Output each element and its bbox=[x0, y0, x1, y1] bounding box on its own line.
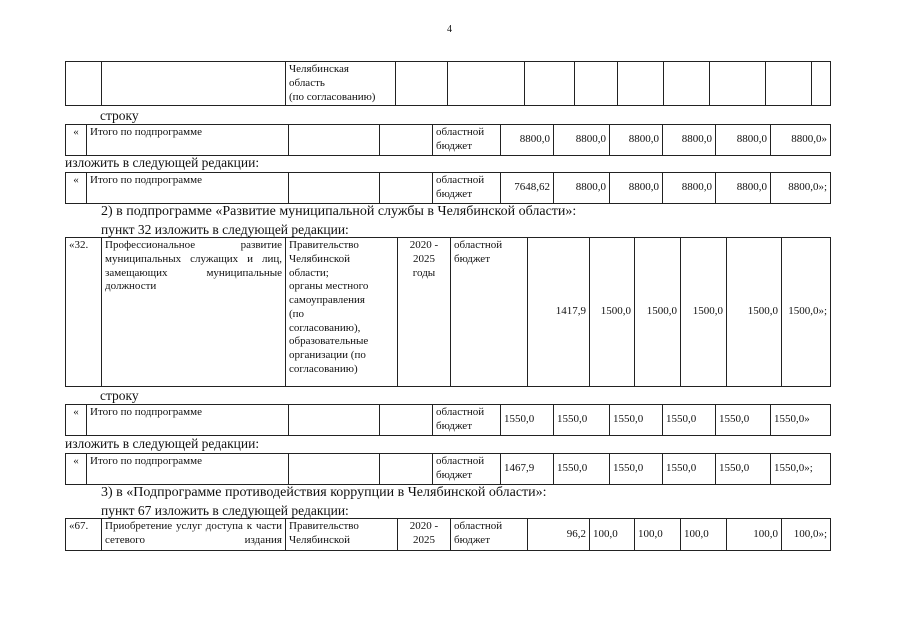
value-cell: 8800,0 bbox=[716, 125, 771, 156]
executor-cell: Челябинская область (по согласованию) bbox=[286, 62, 396, 106]
value-cell: 8800,0 bbox=[663, 125, 716, 156]
value-cell: 100,0 bbox=[590, 519, 635, 551]
value-cell: 1500,0 bbox=[590, 238, 635, 387]
itogo-title: Итого по подпрограмме bbox=[87, 405, 289, 436]
value-cell: 1550,0 bbox=[554, 405, 610, 436]
value-cell: 1550,0 bbox=[663, 405, 716, 436]
source-cell: областной бюджет bbox=[433, 173, 501, 204]
cell bbox=[525, 62, 575, 106]
value-cell: 7648,62 bbox=[501, 173, 554, 204]
item-name: Профессиональное развитие муниципальных служащих и лиц, замещающих муниципальные должности bbox=[102, 238, 286, 387]
source-cell: областной бюджет bbox=[433, 454, 501, 485]
value-cell: 1500,0 bbox=[681, 238, 727, 387]
item-67-table bbox=[65, 518, 831, 551]
years-cell: 2020 - 2025 годы bbox=[398, 238, 451, 387]
value-cell: 8800,0 bbox=[610, 173, 663, 204]
source-cell: областной бюджет bbox=[451, 519, 528, 551]
cell bbox=[289, 125, 380, 156]
quote-cell: « bbox=[66, 125, 87, 156]
cell bbox=[380, 125, 433, 156]
cell bbox=[575, 62, 618, 106]
value-cell: 1500,0 bbox=[727, 238, 782, 387]
instruction-line: пункт 32 изложить в следующей редакции: bbox=[101, 222, 349, 237]
label-line: строку bbox=[100, 108, 139, 123]
value-cell: 8800,0 bbox=[610, 125, 663, 156]
value-cell: 1550,0»; bbox=[771, 454, 831, 485]
quote-cell: « bbox=[66, 405, 87, 436]
instruction-line: пункт 67 изложить в следующей редакции: bbox=[101, 503, 349, 518]
quote-cell: « bbox=[66, 454, 87, 485]
cell bbox=[289, 405, 380, 436]
value-cell: 1550,0 bbox=[663, 454, 716, 485]
value-cell: 8800,0 bbox=[716, 173, 771, 204]
value-cell: 1500,0 bbox=[635, 238, 681, 387]
item-32-table bbox=[65, 237, 831, 387]
value-cell: 1550,0 bbox=[716, 405, 771, 436]
itogo-table bbox=[65, 404, 831, 436]
quote-cell: « bbox=[66, 173, 87, 204]
instruction-line: изложить в следующей редакции: bbox=[65, 155, 260, 170]
value-cell: 100,0»; bbox=[782, 519, 831, 551]
label-line: строку bbox=[100, 388, 139, 403]
page-number: 4 bbox=[447, 24, 452, 35]
value-cell: 1550,0» bbox=[771, 405, 831, 436]
itogo-table bbox=[65, 453, 831, 485]
cell bbox=[766, 62, 812, 106]
value-cell: 100,0 bbox=[681, 519, 727, 551]
section-heading: 3) в «Подпрограмме противодействия коррупции в Челябинской области»: bbox=[101, 485, 547, 500]
section-heading: 2) в подпрограмме «Развитие муниципальной службы в Челябинской области»: bbox=[101, 204, 577, 219]
item-name: Приобретение услуг доступа к части сетевого издания bbox=[102, 519, 286, 551]
source-cell: областной бюджет bbox=[433, 125, 501, 156]
instruction-line: изложить в следующей редакции: bbox=[65, 436, 260, 451]
itogo-title: Итого по подпрограмме bbox=[87, 125, 289, 156]
value-cell: 8800,0»; bbox=[771, 173, 831, 204]
value-cell: 1500,0»; bbox=[782, 238, 831, 387]
value-cell: 1467,9 bbox=[501, 454, 554, 485]
item-number: «32. bbox=[66, 238, 102, 387]
cell bbox=[812, 62, 831, 106]
value-cell: 8800,0 bbox=[501, 125, 554, 156]
itogo-table bbox=[65, 172, 831, 204]
executor-cell: Правительство Челябинской bbox=[286, 519, 398, 551]
value-cell: 8800,0» bbox=[771, 125, 831, 156]
years-cell: 2020 - 2025 bbox=[398, 519, 451, 551]
cell bbox=[448, 62, 525, 106]
value-cell: 1550,0 bbox=[716, 454, 771, 485]
value-cell: 96,2 bbox=[528, 519, 590, 551]
cell bbox=[380, 173, 433, 204]
cell bbox=[396, 62, 448, 106]
itogo-table bbox=[65, 124, 831, 156]
itogo-title: Итого по подпрограмме bbox=[87, 454, 289, 485]
executor-cell: Правительство Челябинской области; органы местного самоуправления (по согласованию), образовательные организации (по согласованию) bbox=[286, 238, 398, 387]
cell bbox=[289, 454, 380, 485]
value-cell: 1550,0 bbox=[610, 405, 663, 436]
cell bbox=[618, 62, 664, 106]
value-cell: 100,0 bbox=[635, 519, 681, 551]
itogo-title: Итого по подпрограмме bbox=[87, 173, 289, 204]
value-cell: 1417,9 bbox=[528, 238, 590, 387]
value-cell: 8800,0 bbox=[554, 173, 610, 204]
value-cell: 8800,0 bbox=[663, 173, 716, 204]
value-cell: 1550,0 bbox=[554, 454, 610, 485]
value-cell: 1550,0 bbox=[501, 405, 554, 436]
source-cell: областной бюджет bbox=[433, 405, 501, 436]
cell bbox=[289, 173, 380, 204]
top-continuation-table bbox=[65, 61, 831, 106]
value-cell: 1550,0 bbox=[610, 454, 663, 485]
cell bbox=[710, 62, 766, 106]
cell bbox=[66, 62, 102, 106]
cell bbox=[664, 62, 710, 106]
cell bbox=[102, 62, 286, 106]
item-number: «67. bbox=[66, 519, 102, 551]
cell bbox=[380, 405, 433, 436]
value-cell: 100,0 bbox=[727, 519, 782, 551]
value-cell: 8800,0 bbox=[554, 125, 610, 156]
source-cell: областной бюджет bbox=[451, 238, 528, 387]
cell bbox=[380, 454, 433, 485]
